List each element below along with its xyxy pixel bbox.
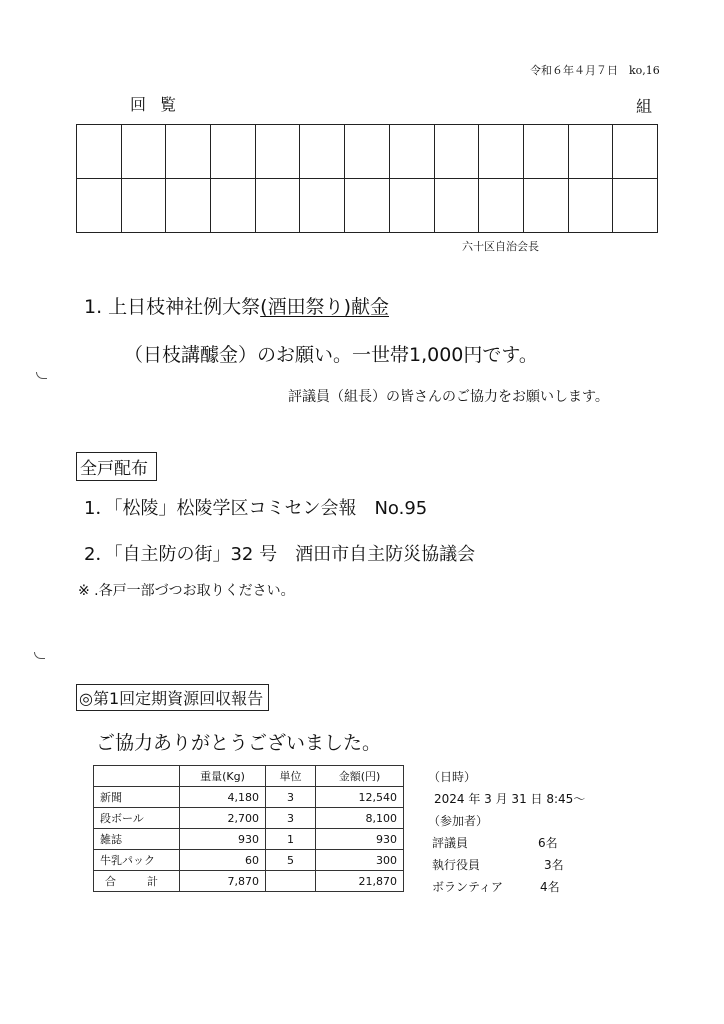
- stamp-cell: [568, 125, 613, 179]
- total-weight: 7,870: [180, 871, 266, 892]
- item1-title: [84, 292, 389, 319]
- circulation-title: 回覧: [130, 95, 191, 114]
- distribution-label: 全戸配布: [76, 452, 157, 481]
- total-amount: 21,870: [316, 871, 404, 892]
- date-label: （日時）: [428, 770, 477, 784]
- stamp-cell: [166, 125, 211, 179]
- item-unit: 3: [266, 808, 316, 829]
- stamp-cell: [166, 179, 211, 233]
- stamp-cell: [345, 125, 390, 179]
- stamp-cell: [211, 179, 256, 233]
- stamp-cell: [255, 179, 300, 233]
- participants-label: （参加者）: [428, 814, 489, 828]
- item-amount: 300: [316, 850, 404, 871]
- item1-request: 評議員（組長）の皆さんのご協力をお願いします。: [288, 389, 609, 405]
- scan-mark: [36, 372, 47, 379]
- stamp-cell: [523, 125, 568, 179]
- distribution-note: ※ .各戸一部づつお取りください。: [78, 583, 295, 599]
- table-header: 単位: [266, 766, 316, 787]
- item-weight: 930: [180, 829, 266, 850]
- stamp-cell: [479, 125, 524, 179]
- stamp-cell: [613, 179, 658, 233]
- stamp-cell: [121, 179, 166, 233]
- stamp-cell: [434, 179, 479, 233]
- table-header: [94, 766, 180, 787]
- table-header-row: [94, 766, 404, 787]
- stamp-cell: [300, 125, 345, 179]
- item1-title-underlined: (酒田祭り)献金: [260, 296, 389, 318]
- stamp-cell: [77, 179, 122, 233]
- item-name: 雑誌: [94, 829, 180, 850]
- stamp-cell: [77, 125, 122, 179]
- document-date: 令和６年４月７日 ko,16: [530, 64, 660, 77]
- participant-count: 3名: [544, 858, 564, 872]
- item-amount: 12,540: [316, 787, 404, 808]
- participant-role: ボランティア: [432, 880, 504, 894]
- report-label: ◎第1回定期資源回収報告: [76, 684, 269, 711]
- item-amount: 930: [316, 829, 404, 850]
- item-name: 牛乳パック: [94, 850, 180, 871]
- total-label: 合 計: [94, 871, 180, 892]
- report-thanks: ご協力ありがとうございました。: [96, 732, 382, 754]
- item-weight: 60: [180, 850, 266, 871]
- total-unit: [266, 871, 316, 892]
- stamp-cell: [255, 125, 300, 179]
- stamp-cell: [434, 125, 479, 179]
- table-row: [94, 850, 404, 871]
- participant-role: 執行役員: [432, 858, 481, 872]
- table-header: 重量(Kg): [180, 766, 266, 787]
- stamp-cell: [345, 179, 390, 233]
- participant-role: 評議員: [432, 836, 469, 850]
- stamp-cell: [300, 179, 345, 233]
- item-unit: 1: [266, 829, 316, 850]
- stamp-cell: [613, 125, 658, 179]
- item-unit: 5: [266, 850, 316, 871]
- stamp-cell: [389, 179, 434, 233]
- item-name: 段ボール: [94, 808, 180, 829]
- date-value: 2024 年 3 月 31 日 8:45～: [434, 792, 586, 806]
- stamp-cell: [121, 125, 166, 179]
- table-row: [94, 829, 404, 850]
- stamp-row: [77, 125, 658, 179]
- scan-mark: [34, 652, 45, 659]
- circulation-stamp-grid: [76, 124, 658, 233]
- table-total-row: [94, 871, 404, 892]
- stamp-cell: [568, 179, 613, 233]
- item-amount: 8,100: [316, 808, 404, 829]
- distribution-item: 2．「自主防の街」32 号 酒田市自主防災協議会: [84, 544, 476, 565]
- stamp-cell: [211, 125, 256, 179]
- item1-subtitle: （日枝講醵金）のお願い。一世帯1,000円です。: [124, 344, 538, 366]
- item-unit: 3: [266, 787, 316, 808]
- stamp-cell: [479, 179, 524, 233]
- item1-title-prefix: 1. 上日枝神社例大祭: [84, 296, 261, 318]
- table-row: [94, 787, 404, 808]
- distribution-item: 1．「松陵」松陵学区コミセン会報 No.95: [84, 498, 428, 519]
- group-label: 組: [636, 97, 653, 116]
- table-header: 金額(円): [316, 766, 404, 787]
- stamp-cell: [389, 125, 434, 179]
- item-name: 新聞: [94, 787, 180, 808]
- stamp-cell: [523, 179, 568, 233]
- item-weight: 4,180: [180, 787, 266, 808]
- participant-count: 6名: [538, 836, 558, 850]
- table-row: [94, 808, 404, 829]
- issuer-name: 六十区自治会長: [462, 240, 539, 253]
- participant-count: 4名: [540, 880, 560, 894]
- recycling-table: [93, 765, 404, 892]
- item-weight: 2,700: [180, 808, 266, 829]
- stamp-row: [77, 179, 658, 233]
